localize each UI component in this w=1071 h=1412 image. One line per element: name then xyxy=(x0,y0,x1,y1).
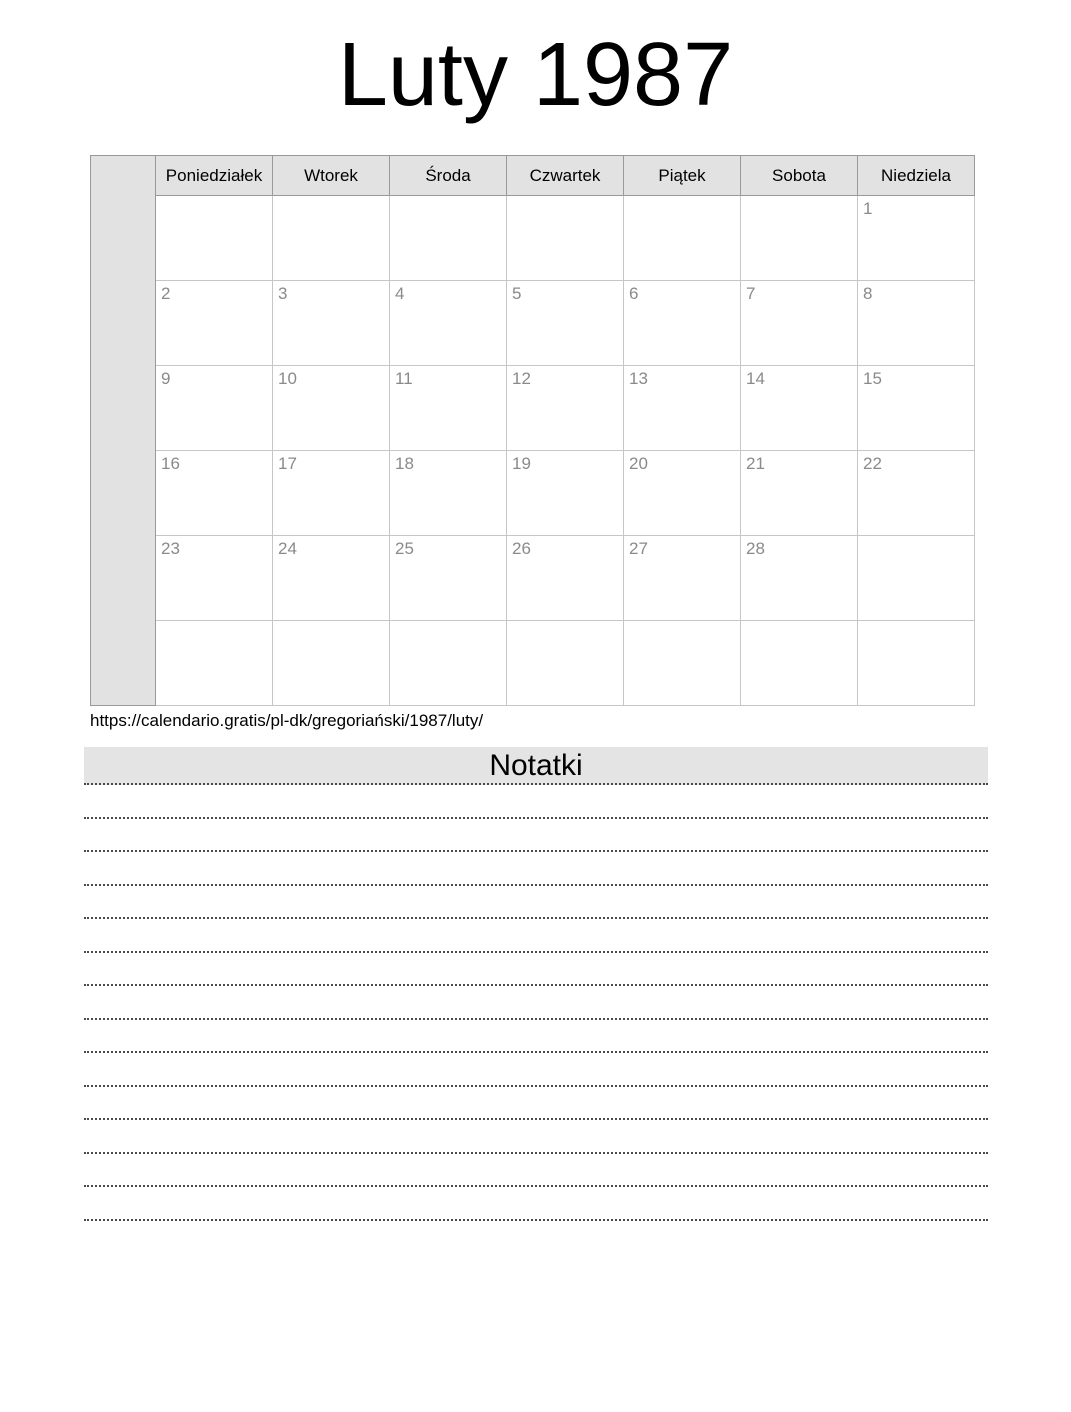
day-header-saturday: Sobota xyxy=(741,156,858,196)
day-cell: 19 xyxy=(507,451,624,536)
note-line xyxy=(84,986,988,1020)
day-cell: 2 xyxy=(156,281,273,366)
day-cell: 16 xyxy=(156,451,273,536)
notes-section xyxy=(84,747,988,1221)
day-cell: 22 xyxy=(858,451,975,536)
day-cell xyxy=(624,196,741,281)
day-header-thursday: Czwartek xyxy=(507,156,624,196)
note-line xyxy=(84,1053,988,1087)
day-cell: 17 xyxy=(273,451,390,536)
day-header-sunday: Niedziela xyxy=(858,156,975,196)
calendar-table xyxy=(90,155,975,706)
day-cell xyxy=(390,621,507,706)
note-line xyxy=(84,1154,988,1188)
day-cell xyxy=(273,621,390,706)
note-line xyxy=(84,1020,988,1054)
day-cell: 26 xyxy=(507,536,624,621)
day-header-tuesday: Wtorek xyxy=(273,156,390,196)
calendar-page xyxy=(0,26,1071,1221)
day-cell xyxy=(858,621,975,706)
day-cell xyxy=(390,196,507,281)
day-cell xyxy=(156,196,273,281)
day-cell: 18 xyxy=(390,451,507,536)
week-row xyxy=(91,621,975,706)
day-cell xyxy=(741,621,858,706)
week-row xyxy=(91,281,975,366)
calendar-header-row xyxy=(91,156,975,196)
note-line xyxy=(84,785,988,819)
day-cell xyxy=(273,196,390,281)
note-line xyxy=(84,919,988,953)
note-lines xyxy=(84,785,988,1221)
note-line xyxy=(84,1120,988,1154)
day-cell xyxy=(156,621,273,706)
week-row xyxy=(91,366,975,451)
day-header-monday: Poniedziałek xyxy=(156,156,273,196)
note-line xyxy=(84,852,988,886)
day-header-wednesday: Środa xyxy=(390,156,507,196)
day-header-friday: Piątek xyxy=(624,156,741,196)
note-line xyxy=(84,1087,988,1121)
day-cell: 8 xyxy=(858,281,975,366)
day-cell: 7 xyxy=(741,281,858,366)
day-cell xyxy=(858,536,975,621)
note-line xyxy=(84,1187,988,1221)
day-cell: 11 xyxy=(390,366,507,451)
day-cell xyxy=(741,196,858,281)
day-cell: 28 xyxy=(741,536,858,621)
day-cell: 15 xyxy=(858,366,975,451)
day-cell: 24 xyxy=(273,536,390,621)
week-number-column xyxy=(91,156,156,706)
day-cell: 25 xyxy=(390,536,507,621)
day-cell: 20 xyxy=(624,451,741,536)
day-cell: 12 xyxy=(507,366,624,451)
day-cell xyxy=(507,621,624,706)
day-cell xyxy=(507,196,624,281)
day-cell: 10 xyxy=(273,366,390,451)
day-cell: 23 xyxy=(156,536,273,621)
day-cell: 4 xyxy=(390,281,507,366)
day-cell xyxy=(624,621,741,706)
note-line xyxy=(84,886,988,920)
notes-header: Notatki xyxy=(84,747,988,785)
week-row xyxy=(91,451,975,536)
day-cell: 1 xyxy=(858,196,975,281)
note-line xyxy=(84,953,988,987)
source-url: https://calendario.gratis/pl-dk/gregoriański/1987/luty/ xyxy=(90,711,484,730)
week-row xyxy=(91,536,975,621)
day-cell: 9 xyxy=(156,366,273,451)
day-cell: 5 xyxy=(507,281,624,366)
day-cell: 13 xyxy=(624,366,741,451)
day-cell: 3 xyxy=(273,281,390,366)
week-row xyxy=(91,196,975,281)
day-cell: 27 xyxy=(624,536,741,621)
day-cell: 14 xyxy=(741,366,858,451)
day-cell: 21 xyxy=(741,451,858,536)
note-line xyxy=(84,819,988,853)
page-title: Luty 1987 xyxy=(337,25,734,125)
day-cell: 6 xyxy=(624,281,741,366)
